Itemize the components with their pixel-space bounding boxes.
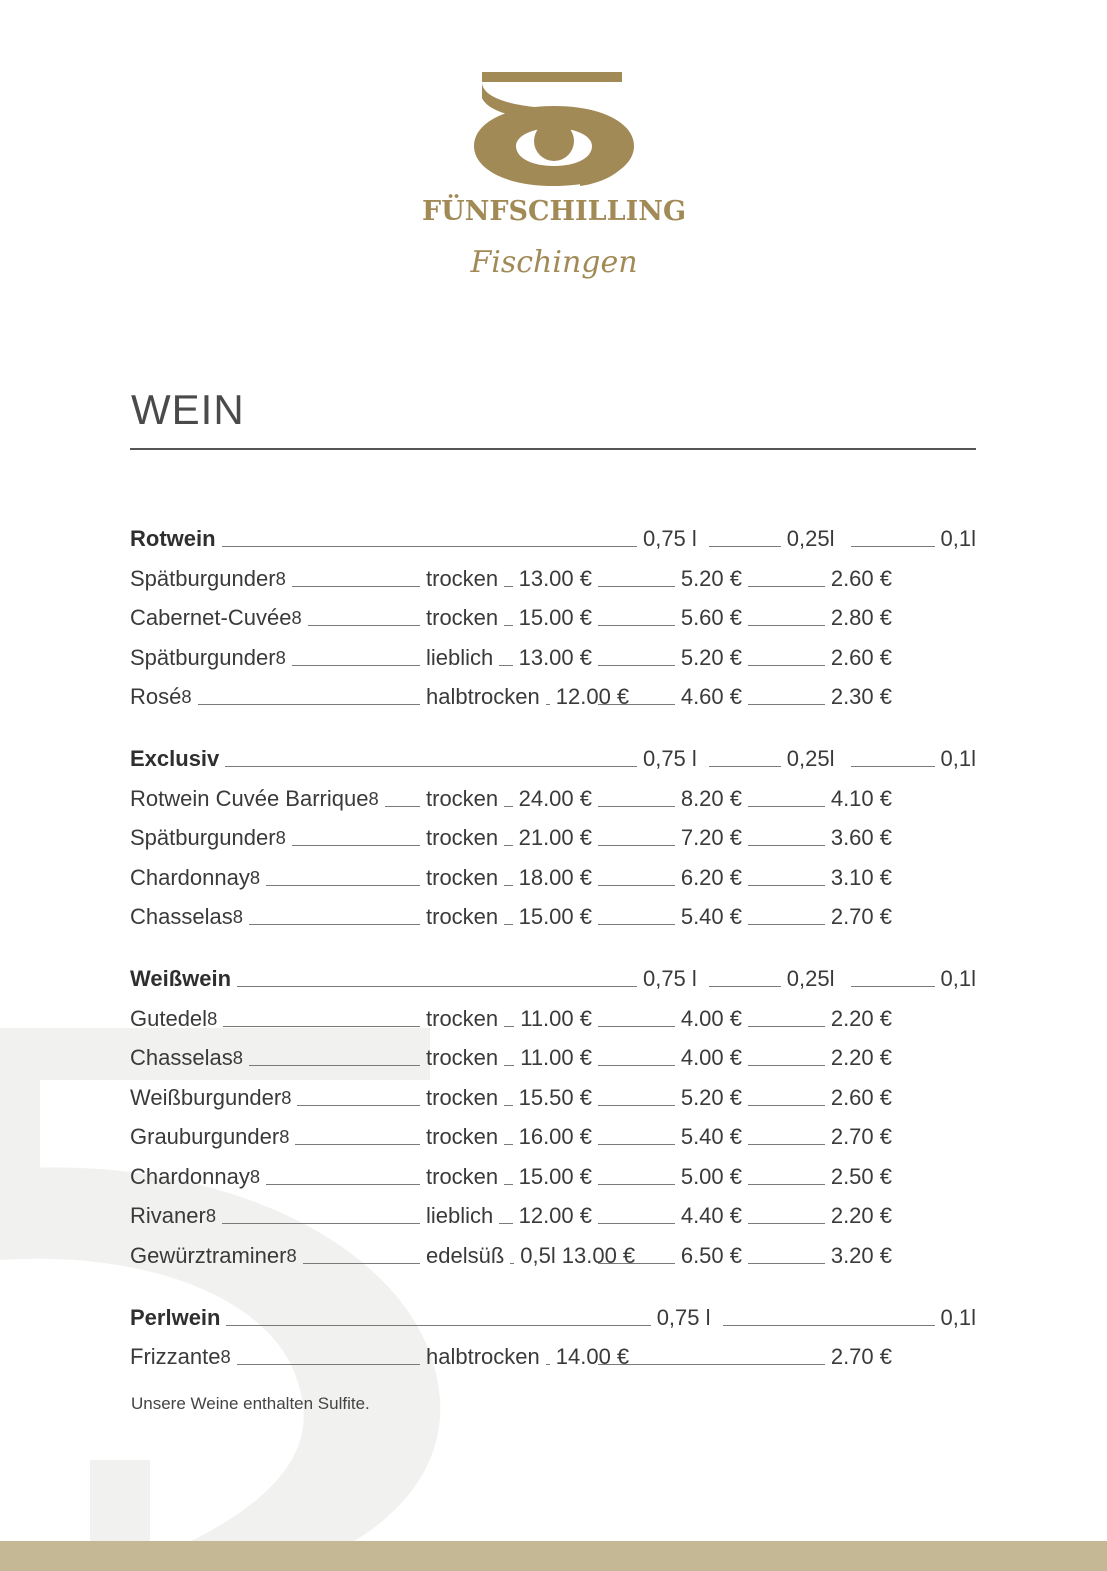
wine-name: Spätburgunder xyxy=(130,644,276,670)
allergen-footnote-mark: 8 xyxy=(207,1007,218,1029)
price-025: 8.20 € xyxy=(680,785,742,811)
leader-line xyxy=(598,1263,675,1264)
price-01: 2.60 € xyxy=(830,565,892,591)
leader-line xyxy=(222,546,637,547)
brand-location-signature: Fischingen xyxy=(470,245,638,280)
leader-line xyxy=(748,704,825,705)
wine-style: trocken xyxy=(426,1005,499,1031)
wine-name: Rosé xyxy=(130,684,182,709)
leader-line xyxy=(226,1325,650,1326)
brand-name: FÜNFSCHILLING xyxy=(421,196,687,227)
price-cell-025 xyxy=(592,904,742,930)
leader-line xyxy=(504,1184,512,1185)
price-075: 16.00 € xyxy=(518,1124,592,1149)
wine-name: Rivaner xyxy=(130,1203,206,1228)
price-075: 24.00 € xyxy=(518,785,592,811)
allergen-footnote-mark: 8 xyxy=(249,866,261,888)
leader-line xyxy=(546,704,550,705)
wine-row xyxy=(130,1190,976,1230)
wine-row xyxy=(130,1331,976,1371)
leader-line xyxy=(504,1105,512,1106)
price-01: 2.80 € xyxy=(830,605,892,630)
leader-line xyxy=(598,665,675,666)
bottom-accent-bar xyxy=(0,1541,1107,1571)
wine-row xyxy=(130,1150,976,1190)
price-01: 4.10 € xyxy=(830,785,892,811)
column-size-label: 0,75 l xyxy=(642,746,697,771)
wine-name-cell xyxy=(130,1085,426,1111)
wine-row xyxy=(130,592,976,632)
wine-name: Spätburgunder xyxy=(130,825,276,850)
column-size-label: 0,1l xyxy=(940,1304,976,1330)
leader-line xyxy=(266,1184,420,1185)
price-cell-025 xyxy=(592,825,742,851)
leader-line xyxy=(748,1263,825,1264)
leader-line xyxy=(748,885,825,886)
leader-line xyxy=(748,1065,825,1066)
price-cell-01 xyxy=(742,1006,892,1032)
price-cell-01 xyxy=(742,825,892,851)
allergen-footnote-mark: 8 xyxy=(275,646,286,668)
leader-line xyxy=(249,924,420,925)
wine-name: Rotwein Cuvée Barrique xyxy=(130,785,369,811)
price-075: 13.00 € xyxy=(561,1242,636,1268)
price-075: 11.00 € xyxy=(520,1005,592,1031)
price-025: 5.20 € xyxy=(680,1084,742,1110)
price-025: 6.20 € xyxy=(680,864,742,890)
leader-line xyxy=(297,1105,420,1106)
price-025: 5.20 € xyxy=(680,644,742,670)
price-075: 13.00 € xyxy=(518,565,592,591)
leader-line xyxy=(748,845,825,846)
leader-line xyxy=(504,885,512,886)
leader-line xyxy=(851,986,935,987)
wine-row xyxy=(130,1111,976,1151)
wine-style: trocken xyxy=(426,1163,499,1189)
leader-line xyxy=(198,704,420,705)
leader-line xyxy=(504,586,512,587)
wine-name-cell xyxy=(130,786,426,812)
leader-line xyxy=(748,625,825,626)
wine-name: Cabernet-Cuvée xyxy=(130,605,292,630)
price-cell-075 xyxy=(426,1203,592,1229)
price-cell-01 xyxy=(742,865,892,891)
price-01: 2.60 € xyxy=(830,1084,892,1110)
price-075: 15.50 € xyxy=(518,1084,592,1110)
price-01: 2.20 € xyxy=(830,1045,892,1070)
leader-line xyxy=(385,806,420,807)
price-cell-075 xyxy=(426,865,592,891)
leader-line xyxy=(266,885,420,886)
wine-row xyxy=(130,812,976,852)
leader-line xyxy=(295,1144,420,1145)
section-header-row xyxy=(130,952,976,992)
leader-line xyxy=(598,704,675,705)
leader-line xyxy=(598,885,675,886)
price-cell-075 xyxy=(426,1344,630,1370)
wine-section xyxy=(130,1291,976,1371)
price-cell-01 xyxy=(742,645,892,671)
wine-row xyxy=(130,552,976,592)
leader-line xyxy=(504,845,512,846)
wine-style: trocken xyxy=(426,904,499,929)
wine-name: Gewürztraminer xyxy=(130,1242,287,1268)
leader-line xyxy=(598,586,675,587)
leader-line xyxy=(303,1263,420,1264)
bottle-size: 0,5l xyxy=(520,1242,556,1268)
column-size-label: 0,75 l xyxy=(656,1304,711,1330)
price-cell-01 xyxy=(742,1164,892,1190)
price-cell-025 xyxy=(592,865,742,891)
wine-name: Spätburgunder xyxy=(130,565,276,591)
leader-line xyxy=(504,924,512,925)
allergen-footnote-mark: 8 xyxy=(281,1086,292,1108)
price-cell-01 xyxy=(742,1045,892,1071)
price-01: 2.50 € xyxy=(830,1163,892,1189)
price-cell-025 xyxy=(592,1243,742,1269)
wine-name-cell xyxy=(130,1243,426,1269)
leader-line xyxy=(709,546,781,547)
price-01: 3.20 € xyxy=(830,1242,892,1268)
column-size-label: 0,25l xyxy=(786,966,835,991)
wine-style: trocken xyxy=(426,785,499,811)
price-075: 13.00 € xyxy=(518,644,592,670)
leader-line xyxy=(709,986,781,987)
column-size-label: 0,75 l xyxy=(642,526,697,551)
leader-line xyxy=(598,625,675,626)
section-title: Rotwein xyxy=(130,526,216,551)
leader-line xyxy=(748,1026,825,1027)
wine-style: trocken xyxy=(426,1124,499,1149)
leader-line xyxy=(723,1325,935,1326)
wine-row xyxy=(130,992,976,1032)
wine-name-cell xyxy=(130,1124,426,1150)
price-cell-01 xyxy=(592,1344,892,1370)
leader-line xyxy=(598,1105,675,1106)
allergen-footnote-mark: 8 xyxy=(291,607,302,628)
leader-line xyxy=(598,1184,675,1185)
wine-name-cell xyxy=(130,684,426,710)
price-075: 15.00 € xyxy=(518,605,592,630)
wine-name-cell xyxy=(130,645,426,671)
price-025: 6.50 € xyxy=(680,1242,742,1268)
price-01: 2.20 € xyxy=(830,1005,892,1031)
allergen-footnote-mark: 8 xyxy=(181,686,192,707)
allergen-footnote-mark: 8 xyxy=(275,567,286,589)
column-size-label: 0,75 l xyxy=(642,966,697,991)
leader-line xyxy=(851,766,935,767)
allergen-footnote-mark: 8 xyxy=(232,1047,243,1068)
price-025: 4.00 € xyxy=(680,1045,742,1070)
section-title: Perlwein xyxy=(130,1304,221,1330)
price-cell-025 xyxy=(592,684,742,710)
wine-row xyxy=(130,772,976,812)
leader-line xyxy=(598,1223,675,1224)
leader-line xyxy=(748,924,825,925)
price-cell-025 xyxy=(592,1164,742,1190)
price-025: 7.20 € xyxy=(680,825,742,850)
column-size-label: 0,25l xyxy=(786,746,835,771)
price-075: 12.00 € xyxy=(555,684,630,709)
leader-line xyxy=(292,845,420,846)
leader-line xyxy=(748,1105,825,1106)
price-cell-025 xyxy=(592,1203,742,1229)
price-cell-01 xyxy=(742,786,892,812)
price-cell-075 xyxy=(426,645,592,671)
wine-name-cell xyxy=(130,1203,426,1229)
price-075: 14.00 € xyxy=(555,1344,630,1369)
wine-style: lieblich xyxy=(426,644,494,670)
wine-name: Chasselas xyxy=(130,1045,233,1070)
leader-line xyxy=(851,546,935,547)
leader-line xyxy=(598,1364,825,1365)
price-cell-075 xyxy=(426,1242,636,1269)
leader-line xyxy=(504,1065,514,1066)
price-025: 5.60 € xyxy=(680,605,742,630)
price-cell-01 xyxy=(742,1124,892,1150)
leader-line xyxy=(222,1223,420,1224)
leader-line xyxy=(223,1026,420,1027)
allergen-footnote-mark: 8 xyxy=(220,1346,231,1367)
leader-line xyxy=(598,924,675,925)
price-01: 2.70 € xyxy=(830,1344,892,1369)
price-025: 4.40 € xyxy=(680,1203,742,1228)
section-title: Exclusiv xyxy=(130,746,220,771)
price-cell-025 xyxy=(592,1124,742,1150)
price-01: 2.20 € xyxy=(830,1203,892,1228)
leader-line xyxy=(237,1364,420,1365)
price-025: 5.40 € xyxy=(680,904,742,929)
wine-name: Grauburgunder xyxy=(130,1124,280,1149)
wine-row xyxy=(130,1071,976,1111)
price-cell-075 xyxy=(426,684,630,710)
wine-style: lieblich xyxy=(426,1203,494,1228)
wine-name-cell xyxy=(130,1045,426,1071)
leader-line xyxy=(504,625,512,626)
allergen-footnote-mark: 8 xyxy=(249,1165,261,1187)
price-025: 4.60 € xyxy=(680,684,742,709)
wine-name-cell xyxy=(130,566,426,592)
leader-line xyxy=(504,1144,512,1145)
price-cell-075 xyxy=(426,786,592,812)
leader-line xyxy=(499,1223,512,1224)
wine-row xyxy=(130,851,976,891)
price-cell-01 xyxy=(742,904,892,930)
leader-line xyxy=(748,806,825,807)
leader-line xyxy=(748,586,825,587)
price-01: 2.70 € xyxy=(830,904,892,929)
price-025: 5.00 € xyxy=(680,1163,742,1189)
allergen-footnote-mark: 8 xyxy=(286,1244,297,1266)
wine-name-cell xyxy=(130,605,426,631)
price-cell-075 xyxy=(426,605,592,631)
allergen-footnote-mark: 8 xyxy=(368,787,379,809)
title-divider xyxy=(130,448,976,450)
wine-section xyxy=(130,732,976,930)
price-cell-025 xyxy=(592,566,742,592)
price-075: 21.00 € xyxy=(518,825,592,850)
wine-list xyxy=(130,512,976,1392)
wine-style: trocken xyxy=(426,1084,499,1110)
price-cell-075 xyxy=(426,904,592,930)
wine-name-cell xyxy=(130,1164,426,1190)
leader-line xyxy=(748,1184,825,1185)
leader-line xyxy=(598,845,675,846)
column-size-label: 0,1l xyxy=(940,526,976,551)
section-title: Weißwein xyxy=(130,966,232,991)
column-size-label: 0,1l xyxy=(940,746,976,771)
price-cell-075 xyxy=(426,1045,592,1071)
price-cell-025 xyxy=(592,1045,742,1071)
sulfite-footnote: Unsere Weine enthalten Sulfite. xyxy=(131,1394,370,1413)
wine-name: Weißburgunder xyxy=(130,1084,282,1110)
leader-line xyxy=(598,806,675,807)
price-01: 2.30 € xyxy=(830,684,892,709)
leader-line xyxy=(709,766,781,767)
price-075: 12.00 € xyxy=(518,1203,592,1228)
wine-name: Frizzante xyxy=(130,1344,221,1369)
section-header-row xyxy=(130,1291,976,1331)
price-075: 15.00 € xyxy=(518,1163,592,1189)
price-075: 18.00 € xyxy=(518,864,592,890)
leader-line xyxy=(237,986,637,987)
price-cell-075 xyxy=(426,825,592,851)
wine-name-cell xyxy=(130,1006,426,1032)
price-025: 5.40 € xyxy=(680,1124,742,1149)
leader-line xyxy=(748,1144,825,1145)
price-075: 11.00 € xyxy=(520,1045,592,1070)
price-cell-025 xyxy=(592,786,742,812)
allergen-footnote-mark: 8 xyxy=(275,827,286,848)
price-cell-01 xyxy=(742,1203,892,1229)
leader-line xyxy=(546,1364,550,1365)
wine-name-cell xyxy=(130,825,426,851)
price-cell-025 xyxy=(592,1085,742,1111)
section-header-row xyxy=(130,512,976,552)
allergen-footnote-mark: 8 xyxy=(205,1205,217,1226)
wine-row xyxy=(130,1229,976,1269)
price-cell-075 xyxy=(426,1164,592,1190)
price-cell-025 xyxy=(592,605,742,631)
leader-line xyxy=(308,625,420,626)
wine-style: trocken xyxy=(426,605,499,630)
wine-style: halbtrocken xyxy=(426,1344,540,1369)
wine-section xyxy=(130,952,976,1269)
price-01: 2.70 € xyxy=(830,1124,892,1149)
wine-row xyxy=(130,891,976,931)
wine-name: Chardonnay xyxy=(130,1163,250,1189)
allergen-footnote-mark: 8 xyxy=(232,906,243,927)
wine-name: Chasselas xyxy=(130,904,233,929)
price-cell-075 xyxy=(426,1006,592,1032)
brand-logo xyxy=(420,62,688,302)
leader-line xyxy=(504,806,512,807)
column-size-label: 0,25l xyxy=(786,526,835,551)
wine-name-cell xyxy=(130,865,426,891)
wine-style: edelsüß xyxy=(426,1242,505,1268)
leader-line xyxy=(292,665,420,666)
column-size-label: 0,1l xyxy=(940,966,976,991)
wine-name: Chardonnay xyxy=(130,864,250,890)
section-header-row xyxy=(130,732,976,772)
wine-row xyxy=(130,631,976,671)
price-cell-01 xyxy=(742,684,892,710)
leader-line xyxy=(748,665,825,666)
price-cell-025 xyxy=(592,1006,742,1032)
wine-style: trocken xyxy=(426,864,499,890)
leader-line xyxy=(292,586,420,587)
wine-row xyxy=(130,671,976,711)
price-025: 5.20 € xyxy=(680,565,742,591)
wine-row xyxy=(130,1032,976,1072)
leader-line xyxy=(225,766,637,767)
price-cell-075 xyxy=(426,1085,592,1111)
price-01: 3.60 € xyxy=(830,825,892,850)
wine-style: halbtrocken xyxy=(426,684,540,709)
price-cell-075 xyxy=(426,566,592,592)
price-cell-01 xyxy=(742,605,892,631)
leader-line xyxy=(504,1026,514,1027)
price-025: 4.00 € xyxy=(680,1005,742,1031)
leader-line xyxy=(748,1223,825,1224)
price-01: 2.60 € xyxy=(830,644,892,670)
price-cell-075 xyxy=(426,1124,592,1150)
price-01: 3.10 € xyxy=(830,864,892,890)
price-cell-01 xyxy=(742,566,892,592)
price-cell-01 xyxy=(742,1243,892,1269)
wine-name-cell xyxy=(130,904,426,930)
wine-style: trocken xyxy=(426,825,499,850)
wine-style: trocken xyxy=(426,565,499,591)
leader-line xyxy=(249,1065,420,1066)
price-cell-01 xyxy=(742,1085,892,1111)
leader-line xyxy=(510,1263,514,1264)
leader-line xyxy=(598,1065,675,1066)
leader-line xyxy=(598,1144,675,1145)
price-075: 15.00 € xyxy=(518,904,592,929)
wine-style: trocken xyxy=(426,1045,499,1070)
leader-line xyxy=(499,665,512,666)
price-cell-025 xyxy=(592,645,742,671)
wine-name-cell xyxy=(130,1344,426,1370)
leader-line xyxy=(598,1026,675,1027)
allergen-footnote-mark: 8 xyxy=(279,1126,290,1147)
page-title: WEIN xyxy=(131,386,245,433)
wine-name: Gutedel xyxy=(130,1005,208,1031)
wine-section xyxy=(130,512,976,710)
